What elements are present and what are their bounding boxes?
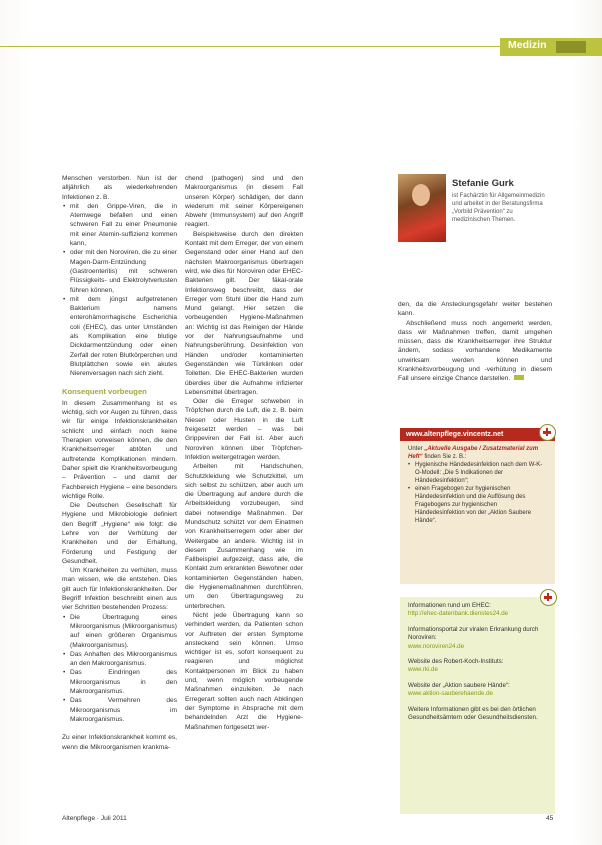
list-item: • oder mit den Noroviren, die zu einer Magen-Darm-Entzündung (Gastroenteritis) mit schweren Flüssigkeits- und Elektrolytverlusten führen können,	[62, 248, 177, 294]
paragraph: In diesem Zusammenhang ist es wichtig, sich vor Augen zu führen, dass wir für einige Infektionskrankheiten schlicht und einfach noch keine Therapien vorweisen können, die den Krankheitserreger abtöten und auftretende Komplikationen mindern. Daher spielt die Krankheitsvorbeugung – Prävention – und damit der Fachbereich Hygiene – eine besonders wichtige Rolle.	[62, 399, 177, 500]
section-header	[0, 38, 602, 56]
list-item: • Das Eindringen des Mikroorganismus in den Makroorganismus.	[62, 668, 177, 696]
paragraph: den, da die Ansteckungsgefahr weiter bestehen kann.	[398, 301, 552, 318]
paragraph: Arbeiten mit Handschuhen, Schutzkleidung wie Schutzkittel, um sich selbst zu schützen, aber auch um die Übertragung auf andere durch die Arbeitskleidung vorzubeugen, sind dabei notwendige Maßnahmen. Der Mundschutz schützt vor dem Einatmen von Krankheitserregern oder aber der Weitergabe an andere. Wichtig ist in diesem Zusammenhang wie im Fallbeispiel aufgezeigt, dass alle, die Kontakt zum erkrankten Bewohner oder kontaminierten Gegenständen haben, die Hygienemaßnahmen durchführen, um den Übertragungsweg zu unterbrechen.	[185, 463, 303, 610]
info-entry: Weitere Informationen gibt es bei den örtlichen Gesundheitsämtern oder Gesundheitsdiensten.	[408, 705, 538, 722]
process-list	[62, 613, 177, 725]
end-of-article-mark	[514, 375, 524, 380]
list-item: • mit den Grippe-Viren, die in Atemwege befallen und einen schweren Fall zu einer Pneumonie mit einer Atemin-suffizienz kommen kann,	[62, 202, 177, 248]
info-label: Informationen rund um EHEC:	[408, 602, 491, 609]
paragraph: Zu einer Infektionskrankheit kommt es, wenn die Mikroorganismen krankma-	[62, 734, 177, 751]
article-column-1	[62, 174, 177, 752]
section-tab-accent	[556, 41, 586, 53]
author-photo	[398, 174, 446, 242]
paragraph-text: Abschließend muss noch angemerkt werden, dass wir Maßnahmen treffen, damit umgehen müssen, dass die Krankheitserreger ihre Struktur ändern, sodass vorhandene Medikamente unwirksam werden können und Krankheitsvorbeugung und -verhütung in diesem Fall unsere einzige Chance darstellen.	[398, 319, 552, 383]
intro-prefix: Unter	[408, 446, 423, 452]
article-column-2	[185, 174, 303, 732]
web-info-box	[400, 428, 555, 584]
plus-icon	[539, 424, 556, 441]
web-box-list	[408, 461, 547, 525]
author-face	[412, 184, 430, 206]
paragraph: Um Krankheiten zu verhüten, muss man wissen, wie die entstehen. Dies gilt auch für Infektionskrankheiten. Der Begriff Infektion beschreibt einen aus vier Schritten bestehenden Prozess:	[62, 567, 177, 612]
list-item: • mit dem jüngst aufgetretenen Bakterium namens enterohämorrhagische Escherichia coli (EHEC), das unter Umständen als Komplikation eine blutige Dickdarmentzündung oder einen Zerfall der roten Blutkörperchen und Blutplättchen sowie ein akutes Nierenversagen nach sich zieht.	[62, 295, 177, 379]
info-box-body	[400, 597, 555, 734]
author-bio: ist Fachärztin für Allgemeinmedizin und arbeitet in der Beratungsfirma „Vorbild Prävention“ zu medizinischen Themen.	[452, 193, 545, 223]
list-item: • einen Fragebogen zur hygienischen Händedesinfektion und die Auflösung des Fragebogens zur hygienischen Händedesinfektion von der „Aktion Saubere Hände“.	[408, 485, 547, 525]
info-entry	[408, 626, 547, 651]
paragraph	[398, 319, 552, 384]
list-item: • Das Anhaften des Mikroorganismus an den Makroorganismus.	[62, 650, 177, 669]
plus-icon	[540, 589, 557, 606]
info-label: Informationsportal zur viralen Erkrankung durch Noroviren:	[408, 625, 539, 642]
intro-suffix: finden Sie z. B.:	[424, 454, 467, 460]
subheading: Konsequent vorbeugen	[62, 386, 147, 396]
footer-issue: Altenpflege · Juli 2011	[62, 815, 127, 822]
web-box-url[interactable]: www.altenpflege.vincentz.net	[400, 428, 555, 441]
info-entry	[408, 658, 547, 675]
ehec-link[interactable]: http://ehec-datenbank.dienstes24.de	[408, 610, 509, 618]
web-box-intro	[408, 445, 547, 461]
info-label: Website des Robert-Koch-Instituts:	[408, 658, 504, 666]
info-entry	[408, 602, 547, 619]
intro-highlight: „Aktuelle Ausgabe / Zusatzmaterial zum Heft“	[408, 446, 539, 460]
web-box-body	[400, 441, 555, 525]
noroviren-link[interactable]: www.noroviren24.de	[408, 642, 465, 650]
aktion-link[interactable]: www.aktion-sauberehaende.de	[408, 690, 493, 698]
paragraph: chend (pathogen) sind und den Makroorganismus (in diesem Fall unseren Körper) schädigen, der dann wiederum mit seiner Körpereigenen Abwehr (Immunsystem) auf den Angriff reagiert.	[185, 175, 303, 229]
article-column-3	[398, 300, 552, 384]
paragraph: Beispielsweise durch den direkten Kontakt mit dem Erreger, der von einem Gegenstand oder einer Hand auf den nächsten Makroorganismus übertragen wird, wie dies für Noroviren oder EHEC-Bakterien gilt. Der fäkal-orale Infektionsweg beschreibt, dass der Erreger vom Stuhl über die Hand zum Mund gelangt. Hier setzen die vorbeugenden Hygiene-Maßnahmen an: Wichtig ist das Reinigen der Hände vor der Nahrungsaufnahme und Nahrungsberührung. Desinfektion von Händen und/oder kontaminierten Gegenständen wie Türklinken oder Toiletten. Die EHEC-Bakterien wurden überdies über die Aufnahme infizierter Lebensmittel übertragen.	[185, 230, 303, 396]
section-title: Medizin	[508, 39, 547, 51]
info-label: Website der „Aktion saubere Hände“:	[408, 681, 510, 689]
paragraph: Oder die Erreger schweben in Tröpfchen durch die Luft, die z. B. beim Niesen oder Husten in die Luft freigesetzt werden – was bei Grippeviren der Fall ist. Aber auch Noroviren können über Tröpfchen-Infektion weitergetragen werden.	[185, 398, 303, 461]
info-entry	[408, 682, 547, 699]
page-number: 45	[546, 815, 554, 822]
list-item: • Die Übertragung eines Mikroorganismus (Mikroorganismus) auf einen größeren Organismus (Makroorganismus).	[62, 613, 177, 650]
author-name: Stefanie Gurk	[452, 178, 514, 189]
paragraph: Nicht jede Übertragung kann so verhindert werden, da Patienten schon vor Auftreten der ersten Symptome ansteckend sein können. Umso wichtiger ist es, sofort konsequent zu reagieren und möglichst Kontaktpersonen im Blick zu haben und, wenn möglich vorbeugende Maßnahmen einzuleiten. Je nach Erregerart sollten auch nach Abklingen der Symptome in Absprache mit dem behandelnden Arzt die Hygiene-Maßnahmen fortgesetzt wer-	[185, 611, 303, 731]
list-item: • Das Vermehren des Mikroorganismus im Makroorganismus.	[62, 696, 177, 724]
header-rule	[0, 46, 500, 47]
paragraph: Menschen verstorben. Nun ist der alljährlich als wiederkehrenden Infektionen z. B.	[62, 175, 177, 201]
list-item: • Hygienische Händedesinfektion nach dem W-K-O-Modell: „Die 5 Indikationen der Händedesinfektion“;	[408, 461, 547, 485]
rki-link[interactable]: www.rki.de	[408, 666, 438, 674]
author-box	[398, 174, 552, 242]
paragraph: Die Deutschen Gesellschaft für Hygiene und Mikrobiologie definiert den Begriff „Hygiene“ wie folgt: die Lehre von der Verhütung der Krankheiten und der Erhaltung, Förderung und Festigung der Gesundheit.	[62, 502, 177, 565]
infection-list	[62, 202, 177, 379]
links-info-box	[400, 597, 555, 814]
